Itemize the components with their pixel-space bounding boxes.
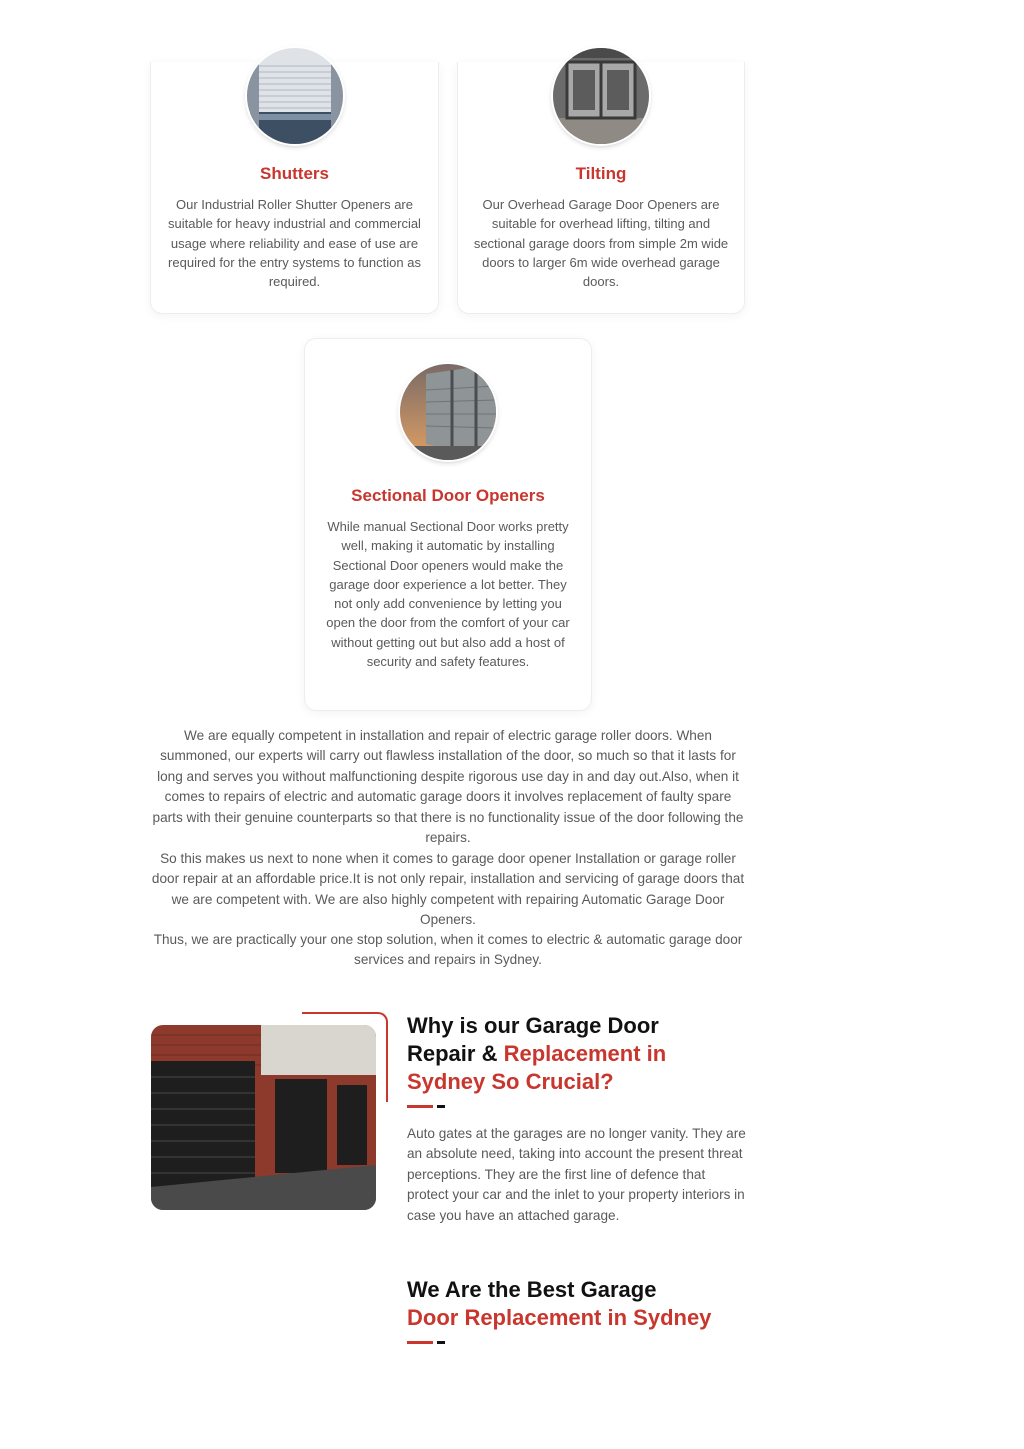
heading-underline-dash xyxy=(437,1341,445,1344)
sectional-door-photo-icon xyxy=(400,364,496,460)
card-sectional-door-openers xyxy=(304,338,592,711)
best-heading xyxy=(407,1276,767,1332)
card-description: Our Overhead Garage Door Openers are suitable for overhead lifting, tilting and sectional garage doors from simple 2m wide doors to larger 6m wide overhead garage doors. xyxy=(473,197,729,290)
heading-underline-dash xyxy=(437,1105,445,1108)
why-heading-line-3: Sydney So Crucial? xyxy=(407,1069,614,1094)
why-heading-line-2: Repair & xyxy=(407,1041,504,1066)
tilting-door-photo-icon xyxy=(553,48,649,144)
why-heading xyxy=(407,1012,767,1096)
intro-paragraph-2: So this makes us next to none when it comes to garage door opener Installation or garage roller door repair at an affordable price.It is not only repair, installation and servicing of garage doors that we are competent with. We are also highly competent with repairing Automatic Garage Door Openers. xyxy=(151,851,745,928)
card-description: Our Industrial Roller Shutter Openers are suitable for heavy industrial and commercial usage where reliability and ease of use are required for the entry systems to function as required. xyxy=(168,197,421,290)
best-heading-line-1: We Are the Best Garage xyxy=(407,1277,657,1302)
card-title: Sectional Door Openers xyxy=(351,486,545,505)
garage-building-photo-icon xyxy=(151,1025,376,1210)
why-heading-accent: Replacement in xyxy=(503,1041,667,1066)
heading-underline xyxy=(407,1105,433,1108)
intro-paragraph-3: Thus, we are practically your one stop solution, when it comes to electric & automatic garage door services and repairs in Sydney. xyxy=(153,932,743,968)
best-heading-line-2: Door Replacement in Sydney xyxy=(407,1305,712,1330)
why-paragraph: Auto gates at the garages are no longer vanity. They are an absolute need, taking into account the present threat perceptions. They are the first line of defence that protect your car and the inlet to your property interiors in case you have an attached garage. xyxy=(407,1126,746,1223)
card-title: Shutters xyxy=(260,164,329,183)
card-tilting xyxy=(457,62,745,314)
card-description: While manual Sectional Door works pretty well, making it automatic by installing Sectional Door openers would make the garage door experience a lot better. They not only add convenience by letting you open the door from the comfort of your car without getting out but also add a host of security and safety features. xyxy=(326,519,570,670)
card-shutters xyxy=(150,62,439,314)
heading-underline xyxy=(407,1341,433,1344)
card-title: Tilting xyxy=(575,164,627,183)
why-heading-line-1: Why is our Garage Door xyxy=(407,1013,659,1038)
roller-shutter-photo-icon xyxy=(247,48,343,144)
intro-paragraph-1: We are equally competent in installation and repair of electric garage roller doors. When summoned, our experts will carry out flawless installation of the door, so much so that it lasts for long and serves you without malfunctioning despite rigorous use day in and day out.Also, when it comes to repairs of electric and automatic garage doors it involves replacement of faulty spare parts with their genuine counterparts so that there is no functionality issue of the door following the repairs. xyxy=(152,728,744,846)
